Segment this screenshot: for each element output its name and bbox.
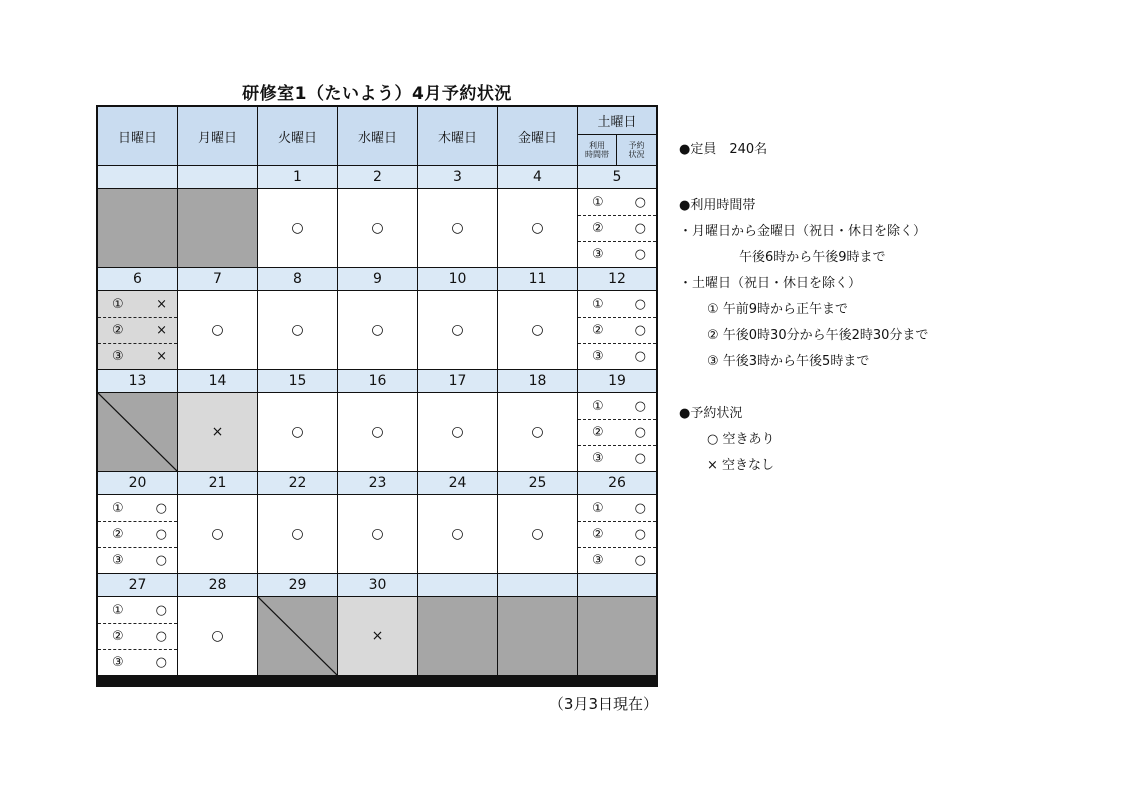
timeslot-row[interactable] xyxy=(578,241,656,267)
timeslot-label: ② xyxy=(112,322,124,338)
dashed-divider xyxy=(578,241,656,242)
timeslot-status: × xyxy=(156,348,167,364)
timeslot-cell xyxy=(98,291,177,369)
closed-cell xyxy=(258,597,337,675)
timeslot-label: ② xyxy=(592,322,604,338)
dashed-divider xyxy=(98,317,177,318)
weekday-title: ・月曜日から金曜日（祝日・休日を除く） xyxy=(679,224,927,239)
date-number: 15 xyxy=(258,370,337,392)
timeslot-row[interactable] xyxy=(578,495,656,521)
timeslot-label: ① xyxy=(112,602,124,618)
timeslot-status: ○ xyxy=(634,220,646,236)
date-number: 17 xyxy=(418,370,497,392)
availability-cell[interactable]: ○ xyxy=(258,495,337,573)
timeslot-status: ○ xyxy=(634,348,646,364)
dashed-divider xyxy=(578,419,656,420)
unavailable-cell xyxy=(418,597,497,675)
dashed-divider xyxy=(98,343,177,344)
weekday-header: 火曜日 xyxy=(258,107,337,165)
timeslot-label: ② xyxy=(112,628,124,644)
timeslot-status: ○ xyxy=(634,552,646,568)
availability-cell[interactable]: ○ xyxy=(418,495,497,573)
timeslot-status: × xyxy=(156,296,167,312)
date-number: 19 xyxy=(578,370,656,392)
dashed-divider xyxy=(578,215,656,216)
dashed-divider xyxy=(578,343,656,344)
legend-full: × 空きなし xyxy=(707,458,775,473)
timeslot-row[interactable] xyxy=(578,343,656,369)
hours-title: ●利用時間帯 xyxy=(679,198,756,213)
date-number xyxy=(418,574,497,596)
date-number: 27 xyxy=(98,574,177,596)
date-number: 3 xyxy=(418,166,497,188)
dashed-divider xyxy=(578,445,656,446)
saturday-sub-status: 予約 状況 xyxy=(617,135,656,165)
timeslot-row[interactable] xyxy=(98,291,177,317)
date-number: 28 xyxy=(178,574,257,596)
timeslot-row[interactable] xyxy=(98,317,177,343)
date-number xyxy=(578,574,656,596)
timeslot-label: ③ xyxy=(592,450,604,466)
saturday-sub-timeslot: 利用 時間帯 xyxy=(578,135,616,165)
saturday-title: ・土曜日（祝日・休日を除く） xyxy=(679,276,862,291)
timeslot-status: ○ xyxy=(634,246,646,262)
date-number: 2 xyxy=(338,166,417,188)
diagonal-line xyxy=(98,393,177,471)
availability-cell[interactable]: ○ xyxy=(258,291,337,369)
legend-available: ○ 空きあり xyxy=(707,432,775,447)
timeslot-label: ① xyxy=(592,296,604,312)
unavailable-cell xyxy=(498,597,577,675)
timeslot-status: ○ xyxy=(634,398,646,414)
date-number: 10 xyxy=(418,268,497,290)
timeslot-label: ② xyxy=(592,526,604,542)
saturday-header: 土曜日 xyxy=(578,107,656,134)
date-number: 5 xyxy=(578,166,656,188)
availability-cell[interactable]: ○ xyxy=(338,291,417,369)
date-number: 4 xyxy=(498,166,577,188)
timeslot-label: ③ xyxy=(592,246,604,262)
date-number: 22 xyxy=(258,472,337,494)
timeslot-status: ○ xyxy=(634,424,646,440)
dashed-divider xyxy=(98,649,177,650)
availability-cell[interactable]: ○ xyxy=(418,291,497,369)
timeslot-label: ① xyxy=(112,500,124,516)
timeslot-status: ○ xyxy=(634,322,646,338)
timeslot-status: ○ xyxy=(155,654,167,670)
date-number xyxy=(498,574,577,596)
timeslot-label: ① xyxy=(592,194,604,210)
availability-cell[interactable]: ○ xyxy=(498,495,577,573)
date-number: 8 xyxy=(258,268,337,290)
date-number: 12 xyxy=(578,268,656,290)
date-number: 20 xyxy=(98,472,177,494)
timeslot-label: ① xyxy=(592,500,604,516)
dashed-divider xyxy=(578,547,656,548)
timeslot-label: ③ xyxy=(112,654,124,670)
date-number: 7 xyxy=(178,268,257,290)
date-number: 21 xyxy=(178,472,257,494)
weekday-header: 日曜日 xyxy=(98,107,177,165)
date-number: 6 xyxy=(98,268,177,290)
availability-cell[interactable]: ○ xyxy=(258,393,337,471)
slot-2-text: ② 午後0時30分から午後2時30分まで xyxy=(707,328,929,343)
weekday-hours: 午後6時から午後9時まで xyxy=(739,250,886,265)
availability-cell[interactable]: ○ xyxy=(258,189,337,267)
dashed-divider xyxy=(578,521,656,522)
timeslot-row[interactable] xyxy=(578,215,656,241)
availability-cell[interactable]: ○ xyxy=(178,495,257,573)
timeslot-status: ○ xyxy=(634,296,646,312)
availability-cell[interactable]: ○ xyxy=(418,189,497,267)
timeslot-label: ① xyxy=(592,398,604,414)
dashed-divider xyxy=(98,623,177,624)
timeslot-label: ② xyxy=(592,220,604,236)
reservation-calendar xyxy=(96,105,658,687)
timeslot-cell xyxy=(578,189,656,267)
availability-cell[interactable]: ○ xyxy=(498,291,577,369)
dashed-divider xyxy=(98,547,177,548)
capacity-text: ●定員 240名 xyxy=(679,142,768,157)
weekday-header: 木曜日 xyxy=(418,107,497,165)
timeslot-row[interactable] xyxy=(578,393,656,419)
timeslot-row[interactable] xyxy=(98,343,177,369)
timeslot-row[interactable] xyxy=(98,649,177,675)
date-number xyxy=(98,166,177,188)
as-of-note: （3月3日現在） xyxy=(548,695,658,713)
availability-cell[interactable]: ○ xyxy=(338,495,417,573)
weekday-header: 月曜日 xyxy=(178,107,257,165)
unavailable-cell xyxy=(578,597,656,675)
date-number xyxy=(178,166,257,188)
availability-cell[interactable]: ○ xyxy=(418,393,497,471)
date-number: 30 xyxy=(338,574,417,596)
timeslot-status: ○ xyxy=(155,628,167,644)
availability-cell[interactable]: ○ xyxy=(178,291,257,369)
timeslot-row[interactable] xyxy=(578,291,656,317)
timeslot-status: ○ xyxy=(634,500,646,516)
weekday-header: 金曜日 xyxy=(498,107,577,165)
timeslot-label: ③ xyxy=(592,552,604,568)
timeslot-status: ○ xyxy=(155,526,167,542)
timeslot-label: ② xyxy=(592,424,604,440)
date-number: 29 xyxy=(258,574,337,596)
timeslot-row[interactable] xyxy=(578,445,656,471)
timeslot-label: ② xyxy=(112,526,124,542)
availability-cell[interactable]: ○ xyxy=(178,597,257,675)
date-number: 9 xyxy=(338,268,417,290)
date-number: 11 xyxy=(498,268,577,290)
timeslot-row[interactable] xyxy=(578,189,656,215)
timeslot-row[interactable] xyxy=(578,419,656,445)
dashed-divider xyxy=(98,521,177,522)
timeslot-row[interactable] xyxy=(578,317,656,343)
date-number: 14 xyxy=(178,370,257,392)
timeslot-status: ○ xyxy=(634,526,646,542)
timeslot-cell xyxy=(578,393,656,471)
timeslot-cell xyxy=(578,495,656,573)
availability-cell[interactable]: ○ xyxy=(498,189,577,267)
timeslot-status: ○ xyxy=(634,194,646,210)
timeslot-cell xyxy=(578,291,656,369)
availability-cell[interactable]: ○ xyxy=(338,393,417,471)
diagonal-line xyxy=(258,597,337,675)
timeslot-cell xyxy=(98,597,177,675)
timeslot-row[interactable] xyxy=(98,547,177,573)
timeslot-status: ○ xyxy=(634,450,646,466)
timeslot-row[interactable] xyxy=(98,495,177,521)
date-number: 26 xyxy=(578,472,656,494)
timeslot-status: ○ xyxy=(155,602,167,618)
unavailable-cell xyxy=(178,189,257,267)
timeslot-label: ③ xyxy=(112,552,124,568)
closed-cell xyxy=(98,393,177,471)
timeslot-cell xyxy=(98,495,177,573)
availability-cell[interactable]: ○ xyxy=(338,189,417,267)
timeslot-row[interactable] xyxy=(98,623,177,649)
availability-cell[interactable]: × xyxy=(338,597,417,675)
date-number: 23 xyxy=(338,472,417,494)
date-number: 1 xyxy=(258,166,337,188)
timeslot-row[interactable] xyxy=(578,521,656,547)
date-number: 16 xyxy=(338,370,417,392)
timeslot-status: ○ xyxy=(155,500,167,516)
weekday-header: 水曜日 xyxy=(338,107,417,165)
slot-3-text: ③ 午後3時から午後5時まで xyxy=(707,354,870,369)
date-number: 13 xyxy=(98,370,177,392)
timeslot-row[interactable] xyxy=(98,597,177,623)
timeslot-row[interactable] xyxy=(98,521,177,547)
timeslot-label: ③ xyxy=(592,348,604,364)
availability-cell[interactable]: ○ xyxy=(498,393,577,471)
timeslot-row[interactable] xyxy=(578,547,656,573)
page-title: 研修室1（たいよう）4月予約状況 xyxy=(242,84,512,104)
timeslot-status: ○ xyxy=(155,552,167,568)
slot-1-text: ① 午前9時から正午まで xyxy=(707,302,849,317)
date-number: 18 xyxy=(498,370,577,392)
date-number: 24 xyxy=(418,472,497,494)
timeslot-label: ① xyxy=(112,296,124,312)
timeslot-label: ③ xyxy=(112,348,124,364)
unavailable-cell xyxy=(98,189,177,267)
dashed-divider xyxy=(578,317,656,318)
status-title: ●予約状況 xyxy=(679,406,743,421)
date-number: 25 xyxy=(498,472,577,494)
timeslot-status: × xyxy=(156,322,167,338)
availability-cell[interactable]: × xyxy=(178,393,257,471)
